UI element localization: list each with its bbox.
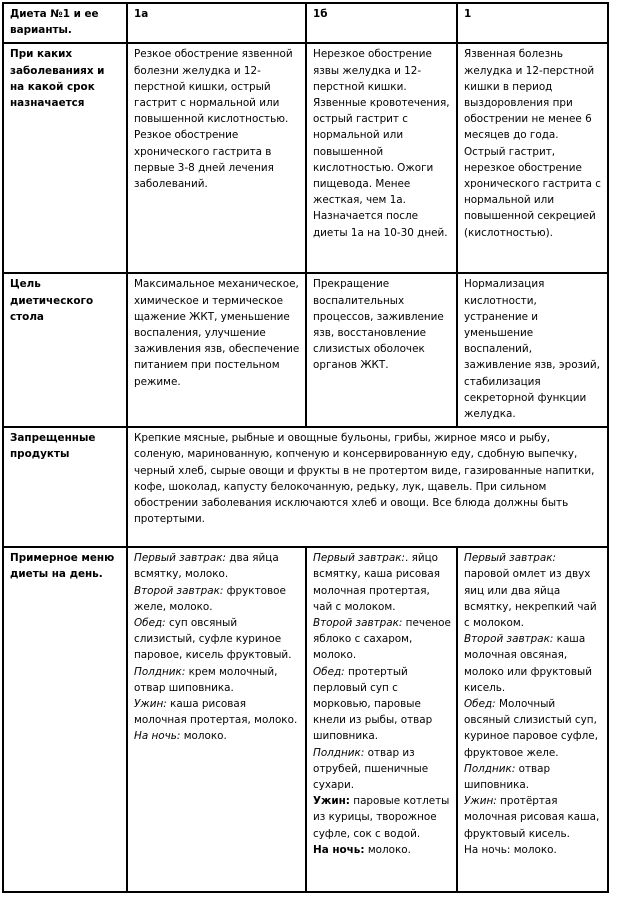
menu-1-bf1-label: Первый завтрак: <box>464 552 556 565</box>
menu-1b-night-label: На ночь: <box>313 843 365 856</box>
menu-1-bf2: каша молочная овсяная, молоко или фруктовый кисель. <box>464 633 592 694</box>
menu-1a <box>127 547 306 892</box>
goal-1b: Прекращение воспалительных процессов, заживление язв, восстановление слизистых оболочек органов ЖКТ. <box>306 273 457 427</box>
menu-1b-lunch-label: Обед: <box>313 665 345 678</box>
indications-1a: Резкое обострение язвенной болезни желудка и 12-перстной кишки, острый гастрит с нормальной или повышенной кислотностью. Резкое обострение хронического гастрита в первые 3-8 дней лечения заболеваний. <box>127 43 306 273</box>
menu-1-bf1: паровой омлет из двух яиц или два яйца всмятку, некрепкий чай с молоком. <box>464 568 597 630</box>
menu-1-bf2-label: Второй завтрак: <box>464 633 554 646</box>
menu-1a-dinner: каша рисовая молочная протертая, молоко. <box>134 698 298 727</box>
menu-1-dinner-label: Ужин: <box>464 795 497 808</box>
menu-1a-night-label: На ночь: <box>134 730 181 743</box>
menu-1b <box>306 547 457 892</box>
menu-1a-bf1: два яйца всмятку, молоко. <box>134 552 279 581</box>
menu-1 <box>457 547 608 892</box>
goal-label: Цель диетического стола <box>3 273 127 427</box>
menu-1a-bf1-label: Первый завтрак: <box>134 552 226 565</box>
menu-1b-night: молоко. <box>364 843 411 856</box>
menu-1-night-label: На ночь: <box>464 843 511 856</box>
menu-1b-snack: отвар из отрубей, пшеничные сухари. <box>313 746 429 792</box>
menu-1b-bf1-label: Первый завтрак: <box>313 552 405 565</box>
menu-1b-dinner: паровые котлеты из курицы, творожное суфле, сок с водой. <box>313 795 450 840</box>
indications-1: Язвенная болезнь желудка и 12-перстной кишки в период выздоровления при обострении не менее 6 месяцев до года. Острый гастрит, нерезкое обострение хронического гастрита с нормальной или повышенной секрецией (кислотностью). <box>457 43 608 273</box>
header-variants: Диета №1 и ее варианты. <box>3 3 127 43</box>
menu-1-night: молоко. <box>510 843 557 856</box>
menu-1-dinner: протёртая молочная рисовая каша, фруктовый кисель. <box>464 795 600 840</box>
indications-label: При каких заболеваниях и на какой срок назначается <box>3 43 127 273</box>
menu-1a-night: молоко. <box>180 730 227 743</box>
menu-1b-bf1: . яйцо всмятку, каша рисовая молочная протертая, чай с молоком. <box>313 552 440 613</box>
header-row <box>3 3 608 43</box>
menu-1a-lunch: суп овсяный слизистый, суфле куриное паровое, кисель фруктовый. <box>134 617 292 662</box>
header-col-1b: 1б <box>306 3 457 43</box>
menu-1a-bf2-label: Второй завтрак: <box>134 584 224 597</box>
menu-1a-lunch-label: Обед: <box>134 617 166 630</box>
forbidden-label: Запрещенные продукты <box>3 427 127 547</box>
diet-table <box>2 2 609 893</box>
forbidden-text: Крепкие мясные, рыбные и овощные бульоны, грибы, жирное мясо и рыбу, соленую, маринованную, копченую и консервированную еду, сдобную выпечку, черный хлеб, сырые овощи и фрукты в не протертом виде, газированные напитки, кофе, шоколад, капусту белокочанную, редьку, лук, щавель. При сильном обострении заболевания исключаются хлеб и овощи. Все блюда должны быть протертыми. <box>127 427 608 547</box>
menu-1b-dinner-label: Ужин: <box>313 795 350 808</box>
menu-1-snack: отвар шиповника. <box>464 762 551 792</box>
menu-1a-snack: крем молочный, отвар шиповника. <box>134 665 278 694</box>
goal-row <box>3 273 608 427</box>
menu-1b-lunch: протертый перловый суп с морковью, паровые кнели из рыбы, отвар шиповника. <box>313 665 433 743</box>
menu-label: Примерное меню диеты на день. <box>3 547 127 892</box>
menu-1b-bf2: печеное яблоко с сахаром, молоко. <box>313 617 451 662</box>
menu-1a-bf2: фруктовое желе, молоко. <box>134 584 286 613</box>
forbidden-row <box>3 427 608 547</box>
menu-1-lunch-label: Обед: <box>464 698 496 711</box>
menu-1-snack-label: Полдник: <box>464 762 516 775</box>
header-col-1: 1 <box>457 3 608 43</box>
menu-1a-dinner-label: Ужин: <box>134 698 167 711</box>
menu-1b-bf2-label: Второй завтрак: <box>313 617 403 630</box>
indications-row <box>3 43 608 273</box>
indications-1b: Нерезкое обострение язвы желудка и 12-перстной кишки. Язвенные кровотечения, острый гастрит с нормальной или повышенной кислотностью. Ожоги пищевода. Менее жесткая, чем 1а. Назначается после диеты 1а на 10-30 дней. <box>306 43 457 273</box>
menu-1-lunch: Молочный овсяный слизистый суп, куриное паровое суфле, фруктовое желе. <box>464 698 598 759</box>
goal-1a: Максимальное механическое, химическое и термическое щажение ЖКТ, уменьшение воспаления, улучшение заживления язв, обеспечение питанием при постельном режиме. <box>127 273 306 427</box>
goal-1: Нормализация кислотности, устранение и уменьшение воспалений, заживление язв, эрозий, стабилизация секреторной функции желудка. <box>457 273 608 427</box>
menu-1a-snack-label: Полдник: <box>134 665 186 678</box>
menu-row <box>3 547 608 892</box>
header-col-1a: 1а <box>127 3 306 43</box>
menu-1b-snack-label: Полдник: <box>313 746 365 759</box>
